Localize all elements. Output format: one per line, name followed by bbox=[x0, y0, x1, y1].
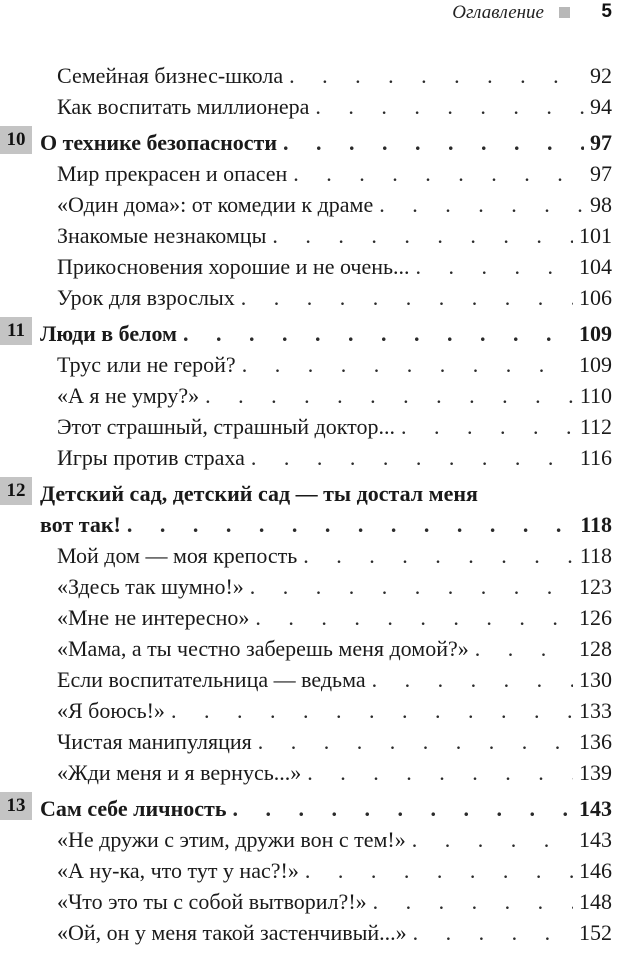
toc-entry-page: 126 bbox=[579, 605, 612, 630]
leader-dots bbox=[127, 510, 574, 540]
toc-entry bbox=[0, 283, 620, 314]
leader-dots bbox=[303, 541, 574, 571]
leader-dots bbox=[307, 758, 573, 788]
toc-entry-title: Урок для взрослых bbox=[57, 285, 235, 310]
toc-entry-page: 146 bbox=[579, 858, 612, 883]
toc-entry-title: Трус или не герой? bbox=[57, 352, 236, 377]
leader-dots bbox=[372, 665, 573, 695]
toc-entry bbox=[0, 856, 620, 887]
header-square-marker bbox=[559, 7, 570, 18]
leader-dots bbox=[250, 572, 573, 602]
toc-entry-title: Семейная бизнес-школа bbox=[57, 63, 284, 88]
toc-entry-page: 109 bbox=[579, 352, 612, 377]
toc-entry bbox=[0, 350, 620, 381]
toc-chapter bbox=[0, 128, 620, 159]
page-number: 5 bbox=[601, 1, 612, 22]
toc-entry-page: 104 bbox=[579, 254, 612, 279]
toc-entry-page: 152 bbox=[579, 920, 612, 945]
chapter-title: Сам себе личность bbox=[40, 796, 227, 821]
toc-entry-page: 110 bbox=[579, 383, 612, 408]
leader-dots bbox=[232, 794, 573, 824]
leader-dots bbox=[242, 350, 573, 380]
toc-entry bbox=[0, 918, 620, 949]
toc-entry-title: «Не дружи с этим, дружи вон с тем!» bbox=[57, 827, 406, 852]
toc-entry-page: 101 bbox=[579, 223, 612, 248]
toc-entry-page: 123 bbox=[579, 574, 612, 599]
leader-dots bbox=[205, 381, 574, 411]
toc-entry bbox=[0, 572, 620, 603]
chapter-number-badge: 13 bbox=[0, 792, 32, 820]
toc-entry-title: Этот страшный, страшный доктор... bbox=[57, 414, 395, 439]
leader-dots bbox=[258, 727, 573, 757]
toc-entry-title: Если воспитательница — ведьма bbox=[57, 667, 366, 692]
leader-dots bbox=[315, 92, 584, 122]
leader-dots bbox=[413, 918, 573, 948]
page-header bbox=[0, 0, 620, 28]
chapter-page: 97 bbox=[590, 130, 612, 155]
toc-entry bbox=[0, 159, 620, 190]
toc-entry-page: 143 bbox=[579, 827, 612, 852]
chapter-title: Люди в белом bbox=[40, 321, 178, 346]
leader-dots bbox=[241, 283, 573, 313]
toc-entry-page: 106 bbox=[579, 285, 612, 310]
toc-entry bbox=[0, 634, 620, 665]
toc-entry-title: «А я не умру?» bbox=[57, 383, 200, 408]
toc-entry-page: 136 bbox=[579, 729, 612, 754]
leader-dots bbox=[255, 603, 573, 633]
leader-dots bbox=[251, 443, 574, 473]
toc-entry-title: «Один дома»: от комедии к драме bbox=[57, 192, 374, 217]
toc-entry bbox=[0, 665, 620, 696]
toc-entry-title: «Мама, а ты честно заберешь меня домой?» bbox=[57, 636, 469, 661]
toc-entry bbox=[0, 443, 620, 474]
chapter-number-badge: 10 bbox=[0, 126, 32, 154]
toc-chapter-continued bbox=[0, 510, 620, 541]
toc-entry-page: 148 bbox=[579, 889, 612, 914]
chapter-page: 109 bbox=[579, 321, 612, 346]
toc-entry-title: «Я боюсь!» bbox=[57, 698, 165, 723]
toc-entry bbox=[0, 252, 620, 283]
toc-entry-page: 118 bbox=[579, 543, 612, 568]
toc-entry bbox=[0, 61, 620, 92]
leader-dots bbox=[412, 825, 573, 855]
toc-entry-title: Прикосновения хорошие и не очень... bbox=[57, 254, 410, 279]
chapter-title-line1: Детский сад, детский сад — ты достал меня bbox=[40, 481, 478, 506]
leader-dots bbox=[289, 61, 584, 91]
toc-entry-page: 116 bbox=[579, 445, 612, 470]
toc-entry-title: Мой дом — моя крепость bbox=[57, 543, 298, 568]
leader-dots bbox=[475, 634, 573, 664]
toc-entry bbox=[0, 758, 620, 789]
toc-entry bbox=[0, 603, 620, 634]
toc-chapter bbox=[0, 319, 620, 350]
leader-dots bbox=[379, 190, 584, 220]
toc-entry-page: 130 bbox=[579, 667, 612, 692]
toc-chapter bbox=[0, 479, 620, 510]
toc-entry bbox=[0, 541, 620, 572]
toc-entry-title: Чистая манипуляция bbox=[57, 729, 252, 754]
toc-entry-page: 94 bbox=[590, 94, 612, 119]
toc-entry bbox=[0, 92, 620, 123]
chapter-number-badge: 11 bbox=[0, 317, 32, 345]
toc-entry bbox=[0, 412, 620, 443]
chapter-number-badge: 12 bbox=[0, 477, 32, 505]
toc-entry-page: 128 bbox=[579, 636, 612, 661]
chapter-page: 118 bbox=[580, 512, 612, 537]
chapter-title: О технике безопасности bbox=[40, 130, 278, 155]
toc-entry-title: Знакомые незнакомцы bbox=[57, 223, 267, 248]
leader-dots bbox=[283, 128, 584, 158]
table-of-contents bbox=[0, 61, 620, 949]
chapter-title-line2: вот так! bbox=[40, 512, 121, 537]
leader-dots bbox=[373, 887, 573, 917]
toc-entry-title: Мир прекрасен и опасен bbox=[57, 161, 288, 186]
toc-entry bbox=[0, 221, 620, 252]
toc-entry bbox=[0, 381, 620, 412]
leader-dots bbox=[305, 856, 573, 886]
toc-entry-title: «Ой, он у меня такой застенчивый...» bbox=[57, 920, 407, 945]
toc-entry-page: 97 bbox=[590, 161, 612, 186]
toc-entry bbox=[0, 727, 620, 758]
toc-entry bbox=[0, 887, 620, 918]
leader-dots bbox=[171, 696, 573, 726]
toc-entry bbox=[0, 825, 620, 856]
toc-entry-title: «Что это ты с собой вытворил?!» bbox=[57, 889, 367, 914]
toc-entry-page: 98 bbox=[590, 192, 612, 217]
leader-dots bbox=[293, 159, 584, 189]
toc-entry bbox=[0, 190, 620, 221]
toc-entry-title: «А ну-ка, что тут у нас?!» bbox=[57, 858, 299, 883]
leader-dots bbox=[401, 412, 574, 442]
toc-entry-title: «Здесь так шумно!» bbox=[57, 574, 244, 599]
leader-dots bbox=[272, 221, 573, 251]
toc-entry-title: «Мне не интересно» bbox=[57, 605, 250, 630]
chapter-page: 143 bbox=[579, 796, 612, 821]
toc-entry-title: Как воспитать миллионера bbox=[57, 94, 310, 119]
running-title: Оглавление bbox=[452, 2, 544, 23]
leader-dots bbox=[183, 319, 573, 349]
toc-entry bbox=[0, 696, 620, 727]
toc-entry-page: 133 bbox=[579, 698, 612, 723]
toc-entry-page: 92 bbox=[590, 63, 612, 88]
toc-chapter bbox=[0, 794, 620, 825]
toc-entry-title: «Жди меня и я вернусь...» bbox=[57, 760, 302, 785]
toc-entry-page: 139 bbox=[579, 760, 612, 785]
leader-dots bbox=[416, 252, 573, 282]
toc-entry-page: 112 bbox=[579, 414, 612, 439]
toc-entry-title: Игры против страха bbox=[57, 445, 245, 470]
